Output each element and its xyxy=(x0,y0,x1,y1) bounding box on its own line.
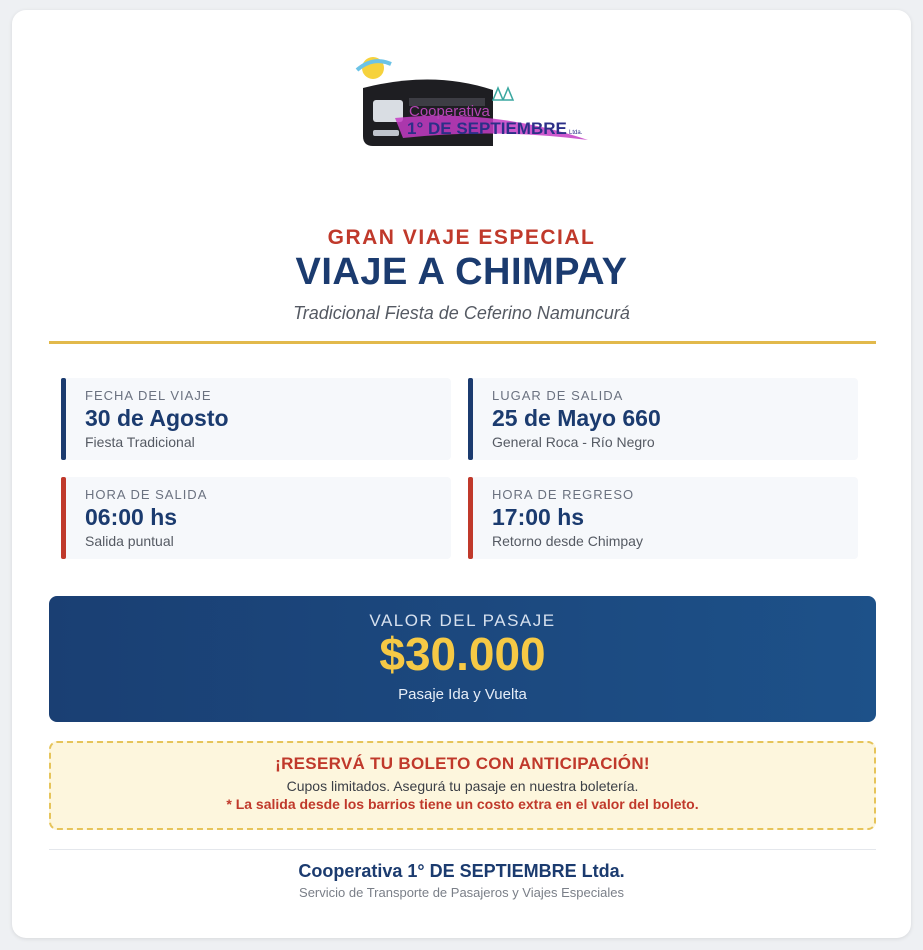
footer-company: Cooperativa 1° DE SEPTIEMBRE Ltda. xyxy=(298,861,625,881)
info-label: LUGAR DE SALIDA xyxy=(492,388,624,403)
info-sub: Salida puntual xyxy=(85,533,174,549)
info-label: HORA DE SALIDA xyxy=(85,487,208,502)
price-label: VALOR DEL PASAJE xyxy=(369,611,556,630)
event-subtitle: Tradicional Fiesta de Ceferino Namuncurá xyxy=(293,303,630,323)
accent-bar xyxy=(468,477,473,559)
info-label: HORA DE REGRESO xyxy=(492,487,635,502)
info-sub: General Roca - Río Negro xyxy=(492,434,655,450)
reservation-notice xyxy=(49,741,876,830)
info-card-departure-time xyxy=(61,477,451,559)
footer-tagline: Servicio de Transporte de Pasajeros y Viajes Especiales xyxy=(299,885,624,900)
price-sub: Pasaje Ida y Vuelta xyxy=(398,686,527,703)
logo-line-2: 1° DE SEPTIEMBRE xyxy=(407,119,567,138)
info-card-return-time xyxy=(468,477,858,559)
company-logo xyxy=(343,48,593,158)
logo-line-1: Cooperativa xyxy=(409,103,490,120)
logo-suffix: Ltda. xyxy=(569,130,583,136)
info-value: 06:00 hs xyxy=(85,504,178,530)
info-label: FECHA DEL VIAJE xyxy=(85,388,212,403)
accent-bar xyxy=(61,378,66,460)
page-title: VIAJE A CHIMPAY xyxy=(295,251,628,293)
info-value: 30 de Agosto xyxy=(85,405,229,431)
gold-divider xyxy=(49,341,876,344)
notice-text: Cupos limitados. Asegurá tu pasaje en nuestra boletería. xyxy=(286,778,639,794)
notice-warning: * La salida desde los barrios tiene un costo extra en el valor del boleto. xyxy=(226,796,699,812)
price-value: $30.000 xyxy=(379,628,546,680)
info-card-date xyxy=(61,378,451,460)
event-kicker: GRAN VIAJE ESPECIAL xyxy=(327,226,596,249)
info-value: 17:00 hs xyxy=(492,504,585,530)
notice-title: ¡RESERVÁ TU BOLETO CON ANTICIPACIÓN! xyxy=(275,754,650,773)
trees-icon xyxy=(493,88,513,100)
info-card-departure-place xyxy=(468,378,858,460)
accent-bar xyxy=(61,477,66,559)
info-sub: Fiesta Tradicional xyxy=(85,434,195,450)
info-value: 25 de Mayo 660 xyxy=(492,405,661,431)
accent-bar xyxy=(468,378,473,460)
price-banner xyxy=(49,596,876,722)
footer-divider xyxy=(49,849,876,850)
info-sub: Retorno desde Chimpay xyxy=(492,533,643,549)
